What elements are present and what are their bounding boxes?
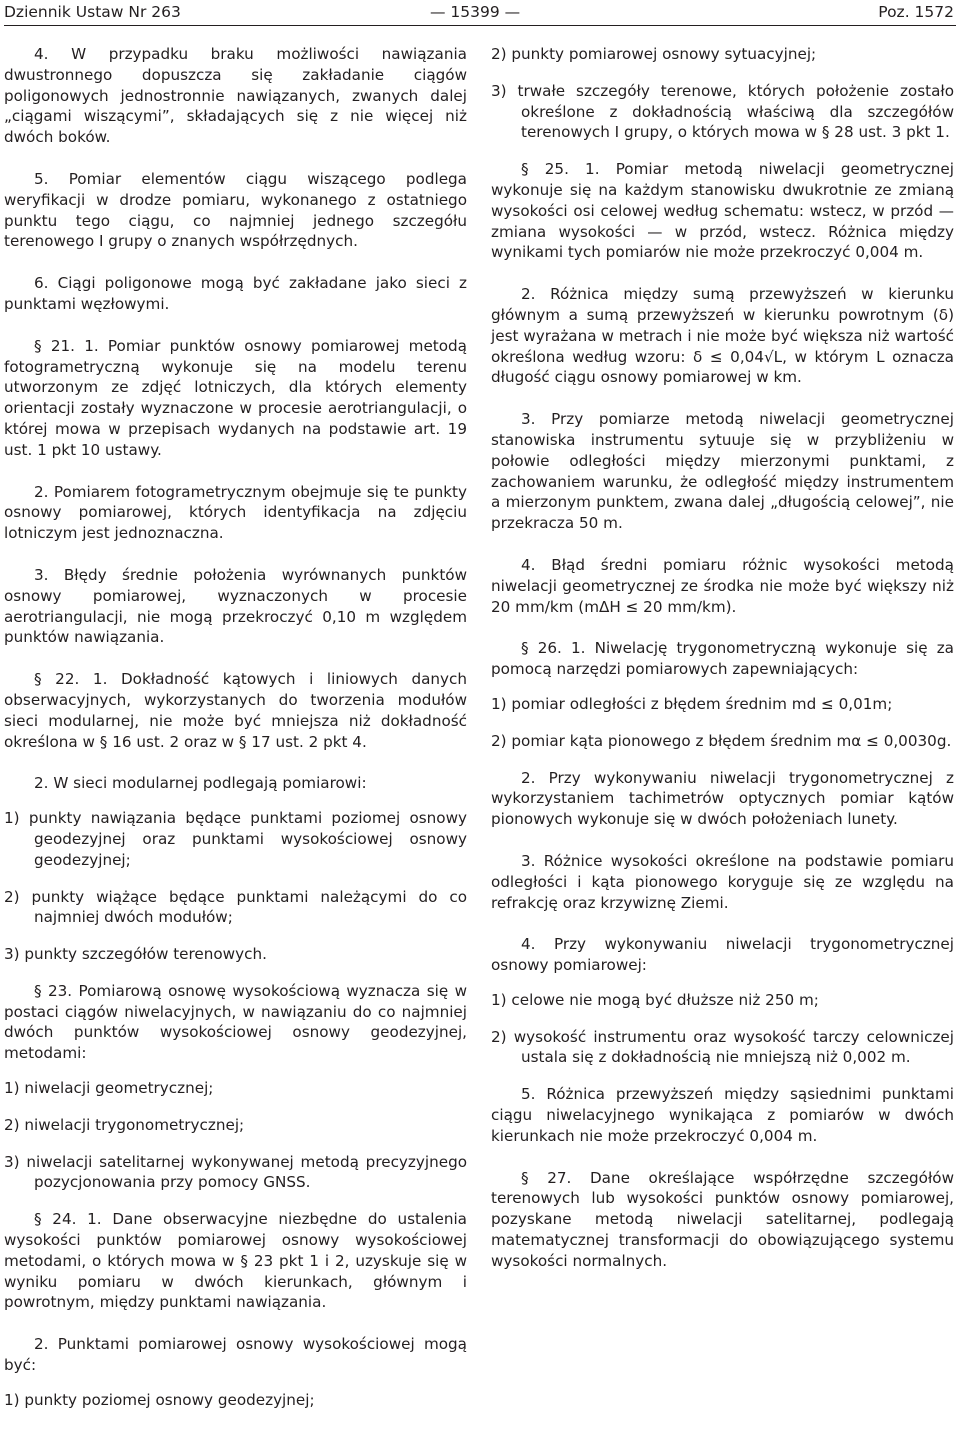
paragraph: 2. Przy wykonywaniu niwelacji trygonometrycznej z wykorzystaniem tachimetrów optycznych pomiar kątów pionowych wykonuje się w dwóch położeniach lunety. [491,768,954,829]
list-item: 1) punkty poziomej osnowy geodezyjnej; [4,1390,315,1409]
paragraph: § 27. Dane określające współrzędne szczegółów terenowych lub wysokości punktów osnowy pomiarowej, pozyskane metodą niwelacji satelitarnej, podlegają matematycznej transformacji do obowiązującego systemu wysokości normalnych. [491,1168,954,1270]
left-column [4,44,467,1411]
paragraph: 2. Punktami pomiarowej osnowy wysokościowej mogą być: [4,1335,467,1375]
list-item: 1) niwelacji geometrycznej; [4,1079,214,1098]
paragraph: 4. Przy wykonywaniu niwelacji trygonometrycznej osnowy pomiarowej: [491,935,954,975]
list-item: 2) pomiar kąta pionowego z błędem średnim mα ≤ 0,0030g. [491,731,952,750]
list-item: 2) niwelacji trygonometrycznej; [4,1115,245,1134]
list-item: 2) punkty wiążące będące punktami należącymi do co najmniej dwóch modułów; [4,887,467,927]
journal-title: Dziennik Ustaw Nr 263 [4,3,181,21]
paragraph: 4. W przypadku braku możliwości nawiązania dwustronnego dopuszcza się zakładanie ciągów poligonowych jednostronnie nawiązanych, zwanych dalej „ciągami wiszącymi”, składających się z nie więcej niż dwóch boków. [4,45,467,147]
paragraph: 3. Różnice wysokości określone na podstawie pomiaru odległości i kąta pionowego koryguje się ze względu na refrakcję oraz krzywiznę Ziemi. [491,851,954,912]
paragraph: 5. Pomiar elementów ciągu wiszącego podlega weryfikacji w drodze pomiaru, wykonanego z ostatniego punktu tego ciągu, co najmniej jednego szczegółu terenowego I grupy o znanych współrzędnych. [4,169,467,251]
position-number: Poz. 1572 [878,3,954,21]
header-rule [4,25,956,26]
paragraph: 2. Pomiarem fotogrametrycznym obejmuje się te punkty osnowy pomiarowej, których identyfikacja na zdjęciu lotniczym jest jednoznaczna. [4,482,467,543]
list-item: 1) pomiar odległości z błędem średnim md ≤ 0,01m; [491,694,893,713]
paragraph: § 25. 1. Pomiar metodą niwelacji geometrycznej wykonuje się na każdym stanowisku dwukrotnie ze zmianą wysokości osi celowej według schematu: wstecz, w przód — zmiana wysokości — w przód, wstecz. Różnica między wynikami tych pomiarów nie może przekroczyć 0,004 m. [491,160,954,262]
paragraph: § 21. 1. Pomiar punktów osnowy pomiarowej metodą fotogrametryczną wykonuje się na modelu terenu utworzonym ze zdjęć lotniczych, dla których elementy orientacji zostały wyznaczone w procesie aerotriangulacji, o której mowa w przepisach wydanych na podstawie art. 19 ust. 1 pkt 10 ustawy. [4,336,467,459]
right-column [491,44,954,1272]
paragraph: 2. Różnica między sumą przewyższeń w kierunku głównym a sumą przewyższeń w kierunku powrotnym (δ) jest wyrażana w metrach i nie może być większa niż wartość określona według wzoru: δ ≤ 0,04√L, w którym L oznacza długość ciągu osnowy pomiarowej w km. [491,285,954,387]
paragraph: 5. Różnica przewyższeń między sąsiednimi punktami ciągu niwelacyjnego wynikająca z pomiarów w dwóch kierunkach nie może przekroczyć 0,004 m. [491,1085,954,1145]
paragraph: 4. Błąd średni pomiaru różnic wysokości metodą niwelacji geometrycznej ze środka nie może być większy niż 20 mm/km (mΔH ≤ 20 mm/km). [491,555,954,616]
list-item: 1) celowe nie mogą być dłuższe niż 250 m; [491,990,819,1009]
list-item: 3) niwelacji satelitarnej wykonywanej metodą precyzyjnego pozycjonowania przy pomocy GNSS. [4,1152,467,1192]
paragraph: 2. W sieci modularnej podlegają pomiarowi: [34,774,367,793]
paragraph: 3. Przy pomiarze metodą niwelacji geometrycznej stanowiska instrumentu sytuuje się w przybliżeniu w połowie odległości między mierzonymi punktami, z zachowaniem warunku, że odległość między instrumentem a mierzonym punktem, zwana dalej „długością celowej”, nie przekracza 50 m. [491,410,954,533]
list-item: 2) punkty pomiarowej osnowy sytuacyjnej; [491,45,817,63]
paragraph: § 24. 1. Dane obserwacyjne niezbędne do ustalenia wysokości punktów pomiarowej osnowy wysokościowej metodami, o których mowa w § 23 pkt 1 i 2, uzyskuje się w wyniku pomiaru w dwóch kierunkach, głównym i powrotnym, między punktami nawiązania. [4,1210,467,1312]
page-number: — 15399 — [430,3,521,21]
paragraph: § 22. 1. Dokładność kątowych i liniowych danych obserwacyjnych, wykorzystanych do tworzenia modułów sieci modularnej, nie może być mniejsza niż dokładność określona w § 16 ust. 2 oraz w § 17 ust. 2 pkt 4. [4,670,467,751]
list-item: 2) wysokość instrumentu oraz wysokość tarczy celowniczej ustala się z dokładnością nie mniejszą niż 0,002 m. [491,1027,954,1067]
list-item: 3) punkty szczegółów terenowych. [4,945,267,964]
paragraph: 6. Ciągi poligonowe mogą być zakładane jako sieci z punktami węzłowymi. [4,274,467,313]
paragraph: 3. Błędy średnie położenia wyrównanych punktów osnowy pomiarowej, wyznaczonych w procesie aerotriangulacji, nie mogą przekroczyć 0,10 m względem punktów nawiązania. [4,565,467,647]
list-item: 3) trwałe szczegóły terenowe, których położenie zostało określone z dokładnością właściwą dla szczegółów terenowych I grupy, o których mowa w § 28 ust. 3 pkt 1. [491,81,954,142]
paragraph: § 23. Pomiarową osnowę wysokościową wyznacza się w postaci ciągów niwelacyjnych, w nawiązaniu do co najmniej dwóch punktów wysokościowej osnowy geodezyjnej, metodami: [4,981,467,1063]
paragraph: § 26. 1. Niwelację trygonometryczną wykonuje się za pomocą narzędzi pomiarowych zapewniających: [491,639,954,679]
page-header [0,0,960,26]
list-item: 1) punkty nawiązania będące punktami poziomej osnowy geodezyjnej oraz punktami wysokościowej osnowy geodezyjnej; [4,809,467,869]
